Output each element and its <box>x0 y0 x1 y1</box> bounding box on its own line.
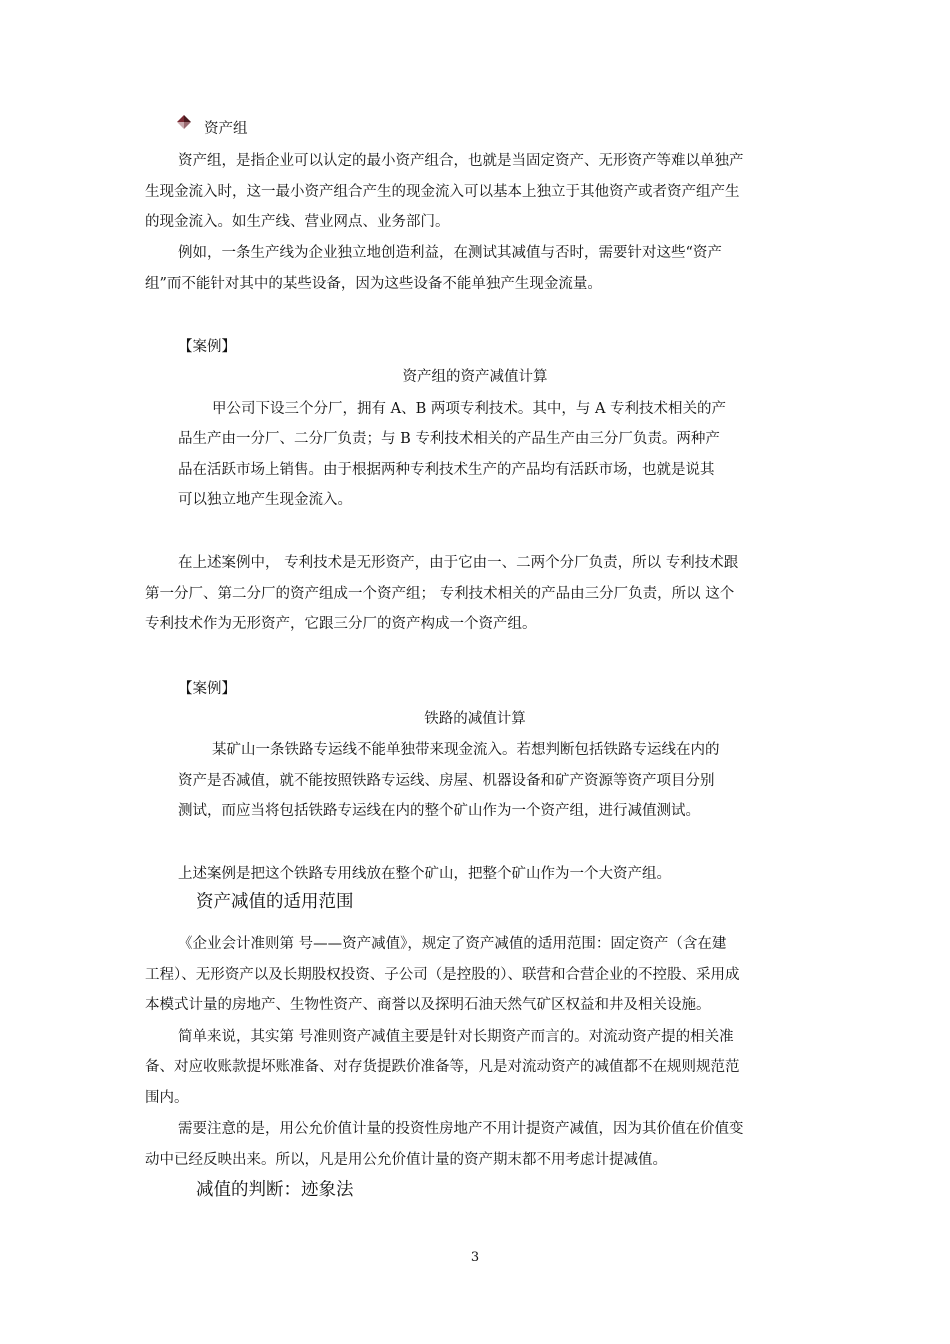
section-title-asset-group: 资产组 <box>204 121 248 137</box>
section-title-scope: 资产减值的适用范围 <box>196 892 354 912</box>
analysis-line: 在上述案例中， 专利技术是无形资产，由于它由一、二两个分厂负责，所以 专利技术跟 <box>178 555 739 571</box>
paragraph-line: 例如，一条生产线为企业独立地创造利益，在测试其减值与否时，需要针对这些“资产 <box>178 245 722 261</box>
paragraph-line: 简单来说，其实第 号准则资产减值主要是针对长期资产而言的。对流动资产提的相关准 <box>178 1029 734 1045</box>
paragraph-line: 组”而不能针对其中的某些设备，因为这些设备不能单独产生现金流量。 <box>145 276 602 292</box>
case-title: 铁路的减值计算 <box>424 711 526 727</box>
case-label: 【案例】 <box>178 339 236 355</box>
paragraph-line: 本模式计量的房地产、生物性资产、商誉以及探明石油天然气矿区权益和井及相关设施。 <box>145 997 711 1013</box>
paragraph-line: 生现金流入时，这一最小资产组合产生的现金流入可以基本上独立于其他资产或者资产组产生 <box>145 184 740 200</box>
diamond-bullet-icon <box>176 114 192 130</box>
case-line: 测试，而应当将包括铁路专运线在内的整个矿山作为一个资产组，进行减值测试。 <box>178 803 700 819</box>
paragraph-line: 动中已经反映出来。所以，凡是用公允价值计量的资产期末都不用考虑计提减值。 <box>145 1152 667 1168</box>
case-line: 资产是否减值，就不能按照铁路专运线、房屋、机器设备和矿产资源等资产项目分别 <box>178 773 715 789</box>
summary-line: 上述案例是把这个铁路专用线放在整个矿山，把整个矿山作为一个大资产组。 <box>178 866 671 882</box>
paragraph-line: 需要注意的是，用公允价值计量的投资性房地产不用计提资产减值，因为其价值在价值变 <box>178 1121 744 1137</box>
case-line: 可以独立地产生现金流入。 <box>178 492 352 508</box>
case-line: 品在活跃市场上销售。由于根据两种专利技术生产的产品均有活跃市场，也就是说其 <box>178 462 715 478</box>
paragraph-line: 备、对应收账款提坏账准备、对存货提跌价准备等，凡是对流动资产的减值都不在规则规范范 <box>145 1059 740 1075</box>
analysis-line: 专利技术作为无形资产，它跟三分厂的资产构成一个资产组。 <box>145 616 537 632</box>
case-title: 资产组的资产减值计算 <box>402 369 548 385</box>
paragraph-line: 围内。 <box>145 1090 189 1106</box>
page-number: 3 <box>470 1250 480 1265</box>
case-line: 品生产由一分厂、二分厂负责；与 B 专利技术相关的产品生产由三分厂负责。两种产 <box>178 431 720 447</box>
paragraph-line: 《企业会计准则第 号——资产减值》，规定了资产减值的适用范围：固定资产（含在建 <box>178 936 727 952</box>
paragraph-line: 资产组，是指企业可以认定的最小资产组合，也就是当固定资产、无形资产等难以单独产 <box>178 153 744 169</box>
case-line: 某矿山一条铁路专运线不能单独带来现金流入。若想判断包括铁路专运线在内的 <box>212 742 720 758</box>
case-label: 【案例】 <box>178 681 236 697</box>
case-line: 甲公司下设三个分厂，拥有 A、B 两项专利技术。其中，与 A 专利技术相关的产 <box>212 401 727 417</box>
paragraph-line: 的现金流入。如生产线、营业网点、业务部门。 <box>145 214 450 230</box>
analysis-line: 第一分厂、第二分厂的资产组成一个资产组； 专利技术相关的产品由三分厂负责，所以 这个 <box>145 586 735 602</box>
section-title-judgment: 减值的判断：迹象法 <box>196 1180 354 1200</box>
paragraph-line: 工程）、无形资产以及长期股权投资、子公司（是控股的）、联营和合营企业的不控股、采用成 <box>145 967 740 983</box>
